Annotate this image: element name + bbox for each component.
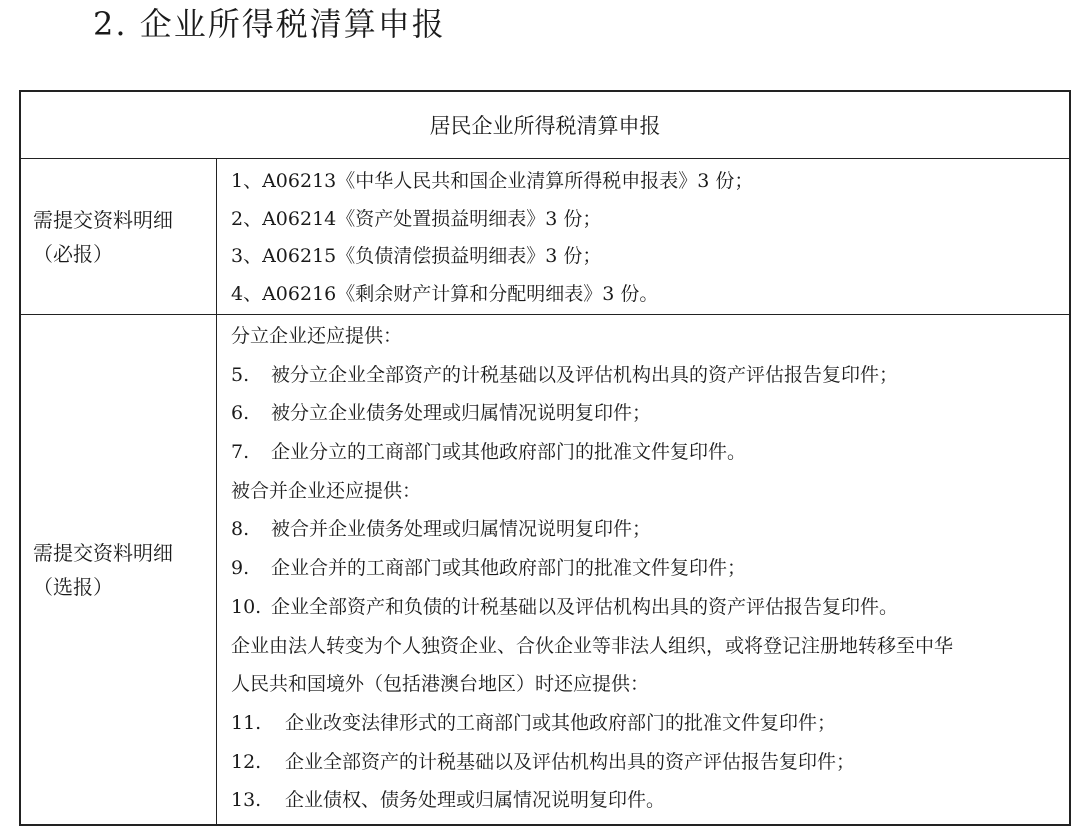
list-item: 1、A06213《中华人民共和国企业清算所得税申报表》3 份； (231, 170, 754, 192)
item-number: 7. (231, 441, 250, 464)
item-text: 被分立企业全部资产的计税基础以及评估机构出具的资产评估报告复印件； (271, 363, 899, 386)
convert-heading-line1: 企业由法人转变为个人独资企业、合伙企业等非法人组织，或将登记注册地转移至中华 (231, 634, 954, 657)
list-item (231, 704, 1069, 743)
required-materials-row (21, 159, 1069, 315)
item-number: 11. (231, 711, 262, 734)
filing-requirements-table (19, 90, 1071, 826)
optional-label-line1: 需提交资料明细 (33, 540, 173, 565)
required-items-cell (217, 159, 1069, 314)
list-item (231, 394, 1069, 433)
item-text: 企业改变法律形式的工商部门或其他政府部门的批准文件复印件； (285, 711, 837, 734)
split-heading: 分立企业还应提供： (231, 325, 403, 347)
list-item (231, 781, 1069, 820)
item-number: 8. (231, 518, 250, 541)
list-item (231, 510, 1069, 549)
item-text: 企业债权、债务处理或归属情况说明复印件。 (285, 789, 666, 812)
item-text: 企业分立的工商部门或其他政府部门的批准文件复印件。 (271, 441, 747, 464)
required-label-cell (21, 159, 217, 314)
optional-materials-row (21, 315, 1069, 824)
item-number: 13. (231, 789, 262, 812)
item-number: 5. (231, 363, 250, 386)
required-label-line1: 需提交资料明细 (33, 207, 173, 232)
list-item: 2、A06214《资产处置损益明细表》3 份； (231, 207, 602, 230)
item-text: 被合并企业债务处理或归属情况说明复印件； (271, 518, 652, 541)
item-text: 企业全部资产和负债的计税基础以及评估机构出具的资产评估报告复印件。 (271, 595, 899, 618)
merge-heading: 被合并企业还应提供： (231, 479, 422, 502)
list-item (231, 356, 1069, 395)
optional-label-cell (21, 315, 217, 824)
table-header: 居民企业所得税清算申报 (21, 92, 1069, 159)
item-number: 12. (231, 750, 262, 773)
list-item (231, 549, 1069, 588)
list-item (231, 588, 1069, 627)
list-item (231, 743, 1069, 782)
item-number: 6. (231, 402, 250, 425)
item-number: 10. (231, 595, 262, 618)
optional-items-cell (217, 315, 1069, 824)
convert-heading-line2: 人民共和国境外（包括港澳台地区）时还应提供： (231, 673, 650, 696)
list-item: 3、A06215《负债清偿损益明细表》3 份； (231, 245, 602, 267)
required-label-line2: （必报） (33, 241, 113, 266)
section-title: 2. 企业所得税清算申报 (93, 5, 446, 43)
item-text: 被分立企业债务处理或归属情况说明复印件； (271, 402, 652, 425)
optional-label-line2: （选报） (33, 574, 113, 599)
item-text: 企业全部资产的计税基础以及评估机构出具的资产评估报告复印件； (285, 750, 856, 773)
list-item: 4、A06216《剩余财产计算和分配明细表》3 份。 (231, 282, 659, 305)
list-item (231, 433, 1069, 472)
item-number: 9. (231, 557, 250, 580)
item-text: 企业合并的工商部门或其他政府部门的批准文件复印件； (271, 557, 747, 580)
